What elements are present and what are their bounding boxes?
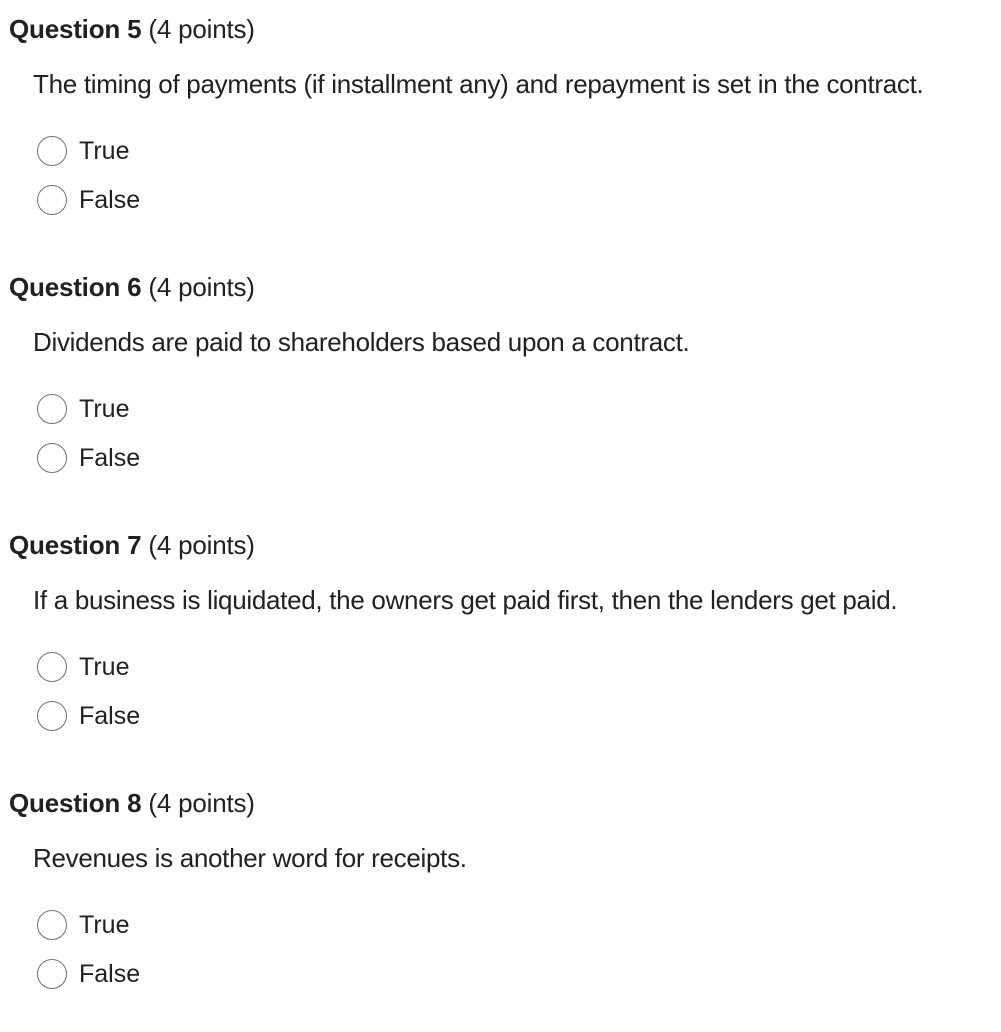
option-false[interactable] <box>37 699 140 733</box>
option-true[interactable] <box>37 650 129 684</box>
option-false[interactable] <box>37 957 140 991</box>
question-5 <box>0 0 1001 258</box>
question-title: Question 8 <box>9 788 142 818</box>
option-true[interactable] <box>37 392 129 426</box>
radio-button[interactable] <box>37 652 67 682</box>
option-label[interactable]: False <box>79 960 141 988</box>
question-text: Revenues is another word for receipts. <box>33 843 467 873</box>
radio-button[interactable] <box>37 185 67 215</box>
question-text: The timing of payments (if installment any) and repayment is set in the contract. <box>33 69 924 99</box>
question-points: (4 points) <box>148 788 255 818</box>
option-label[interactable]: True <box>79 911 130 939</box>
option-true[interactable] <box>37 134 129 168</box>
question-points: (4 points) <box>148 14 255 44</box>
question-6 <box>0 258 1001 516</box>
option-label[interactable]: False <box>79 702 141 730</box>
question-title: Question 7 <box>9 530 142 560</box>
question-8 <box>0 774 1001 1032</box>
radio-button[interactable] <box>37 136 67 166</box>
option-label[interactable]: False <box>79 186 141 214</box>
question-points: (4 points) <box>148 272 255 302</box>
question-text: Dividends are paid to shareholders based upon a contract. <box>33 327 690 357</box>
radio-button[interactable] <box>37 910 67 940</box>
option-false[interactable] <box>37 183 140 217</box>
question-header <box>9 528 255 562</box>
question-title: Question 6 <box>9 272 142 302</box>
option-label[interactable]: False <box>79 444 141 472</box>
radio-button[interactable] <box>37 701 67 731</box>
question-title: Question 5 <box>9 14 142 44</box>
option-label[interactable]: True <box>79 137 130 165</box>
question-header <box>9 270 255 304</box>
option-false[interactable] <box>37 441 140 475</box>
question-points: (4 points) <box>148 530 255 560</box>
radio-button[interactable] <box>37 394 67 424</box>
radio-button[interactable] <box>37 959 67 989</box>
question-header <box>9 12 255 46</box>
option-true[interactable] <box>37 908 129 942</box>
option-label[interactable]: True <box>79 395 130 423</box>
question-7 <box>0 516 1001 774</box>
radio-button[interactable] <box>37 443 67 473</box>
option-label[interactable]: True <box>79 653 130 681</box>
question-header <box>9 786 255 820</box>
question-text: If a business is liquidated, the owners get paid first, then the lenders get paid. <box>33 585 898 615</box>
